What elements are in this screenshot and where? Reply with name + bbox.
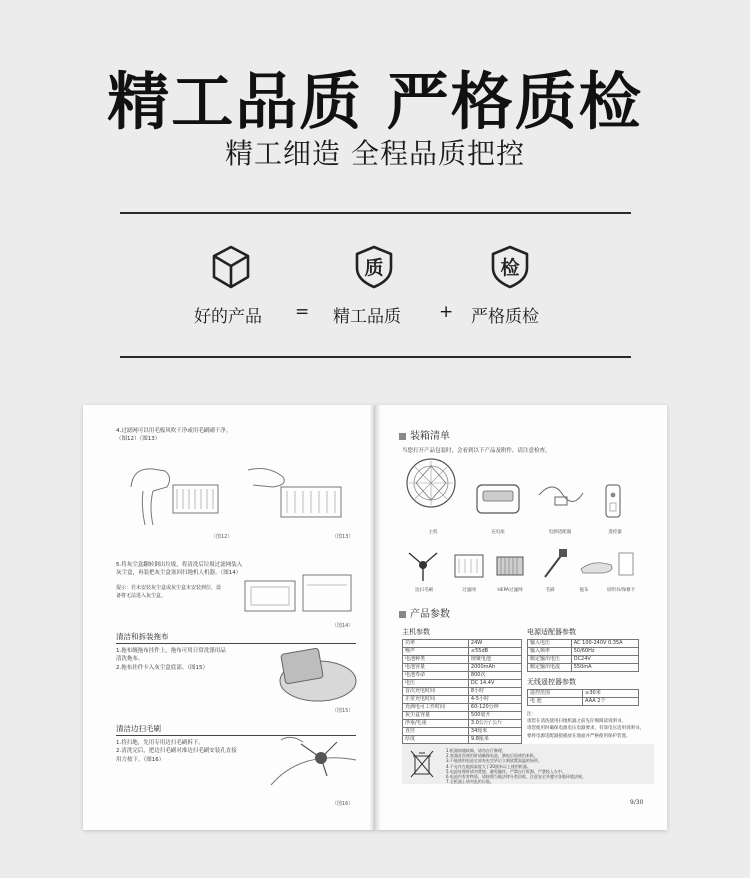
- param-label: 灰尘盒容量: [403, 712, 469, 720]
- product-params-title: 产品参数: [399, 605, 450, 620]
- dustbin-illustration: [243, 573, 355, 619]
- param-label: 电压: [403, 680, 469, 688]
- shield-quality-icon: [352, 244, 396, 290]
- figure-12-caption: （图12）: [211, 534, 233, 540]
- param-row: [403, 672, 522, 680]
- booklet-spine: [369, 405, 381, 830]
- param-value: 4-5小时: [468, 696, 521, 704]
- accessory-filter: 过滤网: [462, 588, 476, 593]
- param-row: [528, 640, 639, 648]
- param-label: 噪声: [403, 648, 469, 656]
- param-row: [528, 648, 639, 656]
- figure-15-caption: （图15）: [332, 708, 354, 714]
- param-label: 额定输出电压: [528, 656, 572, 664]
- brush-filter-illustration: [243, 465, 353, 525]
- main-params-table: [402, 639, 522, 744]
- param-value: 24W: [468, 640, 521, 648]
- recycle-bin-crossed-icon: [410, 750, 434, 778]
- param-row: [528, 698, 639, 706]
- divider-top: [120, 212, 631, 214]
- quality-glyph: 质: [364, 257, 384, 279]
- param-label: 电池容量: [403, 664, 469, 672]
- filter-cleaning-text: 4.过滤网可以用毛板风吹干净或用毛刷刷干净。 （图12）（图13）: [116, 428, 232, 443]
- dustbin-tip-text: 提示：若未安装灰尘盒或灰尘盒未安装到位，设 备将无法进入灰尘盒。: [116, 585, 222, 599]
- param-row: [403, 664, 522, 672]
- param-label: 输入电压: [528, 640, 572, 648]
- mop-steps-text: 1.拖布缠拖布挂件上，拖布可用日常洗涤用品 清洗拖布。 2.拖布挂件卡入灰尘盒底部。（图15）: [116, 648, 226, 671]
- param-value: ≤55dB: [468, 648, 521, 656]
- packing-list-title: 装箱清单: [399, 427, 450, 442]
- page-number: 9/30: [630, 799, 644, 806]
- figure-16-caption: （图16）: [332, 801, 354, 807]
- param-row: [403, 648, 522, 656]
- manual-left-page: [83, 405, 375, 830]
- accessory-main-unit: 主机: [428, 530, 438, 535]
- param-value: DC 14.4V: [468, 680, 521, 688]
- param-value: 锂聚电池: [468, 656, 521, 664]
- remote-params-title: 无线遥控器参数: [527, 678, 576, 686]
- power-adapter-icon: [533, 479, 589, 511]
- accessory-brush: 毛刷: [545, 588, 555, 593]
- param-label: 厚度: [403, 736, 469, 744]
- side-brush-illustration: [261, 730, 361, 795]
- param-value: 8小时: [468, 688, 521, 696]
- param-value: 500毫升: [468, 712, 521, 720]
- param-value: 3.0公斤/ 公斤: [468, 720, 521, 728]
- param-value: 34厘米: [468, 728, 521, 736]
- accessory-manual-warranty: 说明书/保修卡: [606, 588, 636, 593]
- param-value: 800次: [468, 672, 521, 680]
- param-row: [403, 720, 522, 728]
- param-label: 首次充电时间: [403, 688, 469, 696]
- param-row: [403, 680, 522, 688]
- accessory-hepa-filter: HEPA过滤网: [497, 588, 523, 593]
- accessory-mop: 拖布: [579, 588, 589, 593]
- main-params-title: 主机参数: [402, 628, 430, 636]
- accessory-remote-control: 遥控器: [608, 530, 622, 535]
- param-label: 净重/毛重: [403, 720, 469, 728]
- param-value: AAA 2个: [583, 698, 639, 706]
- param-value: ≥30米: [583, 690, 639, 698]
- dustbin-step-text: 5.将灰尘盒翻转倒出垃圾，将清洗后垃圾过滤网装入 灰尘盒，再装把灰尘盒塞回扫地机人机器。（图14）: [116, 562, 243, 577]
- formula-fine-quality: 精工品质: [333, 307, 401, 327]
- param-value: 550mA: [571, 664, 638, 672]
- param-value: 60-120分钟: [468, 704, 521, 712]
- param-row: [528, 664, 639, 672]
- remote-params-table: [527, 689, 639, 706]
- formula-equals: =: [295, 302, 310, 322]
- param-value: 50/60Hz: [571, 648, 638, 656]
- packing-list-intro: 当您打开产品包装时，会看到以下产品及附件，请注意检查。: [402, 448, 551, 454]
- param-row: [403, 688, 522, 696]
- param-row: [528, 690, 639, 698]
- manual-right-page: [375, 405, 667, 830]
- divider-bottom: [120, 356, 631, 358]
- mop-illustration: [263, 643, 358, 705]
- param-row: [403, 656, 522, 664]
- param-label: 遥控范围: [528, 690, 583, 698]
- accessory-charging-dock: 充电座: [491, 530, 505, 535]
- disposal-warnings-text: 1.机器如遇故障，请勿自行修理， 2.容器首次使用时请确保电池，满电后再使用本机。 3.不能使用电池全部充电完毕后立刻放置高温的场所。 4.不允许在地面高度大于20厘米以上使用机器。 5.电池处理时请勿焚烧，避免爆炸，严禁自行拆卸，严禁投入火中。 6.电池内有害物质，请按照当地法律分类回收，注意安全并遵守各地环境法规。 7.全机器上请勿乱扔垃圾。: [446, 748, 586, 785]
- param-value: DC24V: [571, 656, 638, 664]
- param-label: 功率: [403, 640, 469, 648]
- param-label: 电 池: [528, 698, 583, 706]
- accessories-row-icons: [405, 547, 635, 585]
- param-row: [528, 656, 639, 664]
- brush-section-title: 清洁边扫毛刷: [116, 724, 161, 733]
- adapter-params-title: 电源适配器参数: [527, 628, 576, 636]
- cube-icon: [209, 244, 253, 290]
- params-note-text: 注： 请您在清洗使用扫地机器之前先仔细阅读说明书， 请您使用时确保电源电压电器要求，有效电压适用说明书。 要将电源适配器接插放在地面并严格使用保护装置。: [527, 712, 644, 739]
- param-label: 直径: [403, 728, 469, 736]
- manual-booklet: [83, 405, 667, 830]
- param-row: [403, 712, 522, 720]
- param-row: [403, 704, 522, 712]
- param-row: [403, 640, 522, 648]
- param-label: 电池寿命: [403, 672, 469, 680]
- disposal-notice-box: [402, 744, 654, 784]
- param-value: 2000mAh: [468, 664, 521, 672]
- inspect-glyph: 检: [500, 257, 520, 279]
- formula-good-product: 好的产品: [194, 307, 262, 327]
- formula-plus: +: [439, 302, 454, 322]
- param-label: 电池种类: [403, 656, 469, 664]
- accessory-side-brush: 边扫毛刷: [415, 588, 433, 593]
- figure-14-caption: （图14）: [332, 623, 354, 629]
- accessory-power-adapter: 电源适配器: [548, 530, 572, 535]
- param-label: 输入频率: [528, 648, 572, 656]
- subheadline: 精工细造 全程品质把控: [225, 137, 525, 170]
- robot-top-icon: [405, 457, 457, 509]
- hairdryer-illustration: [123, 457, 223, 527]
- headline: 精工品质 严格质检: [107, 65, 643, 138]
- param-row: [403, 696, 522, 704]
- adapter-params-table: [527, 639, 639, 672]
- param-row: [403, 728, 522, 736]
- param-label: 额定输出电流: [528, 664, 572, 672]
- mop-section-title: 清洁和拆装拖布: [116, 632, 169, 641]
- figure-13-caption: （图13）: [332, 534, 354, 540]
- param-row: [403, 736, 522, 744]
- param-label: 正常充电时间: [403, 696, 469, 704]
- param-value: 9.8厘米: [468, 736, 521, 744]
- brush-steps-text: 1.将扫地，先用专用边扫毛刷拆下。 2.清洗完后，把边扫毛刷对准边扫毛刷安装孔直接 用力按下。（图16）: [116, 740, 237, 763]
- remote-control-icon: [603, 483, 623, 521]
- formula-strict-inspection: 严格质检: [471, 307, 539, 327]
- param-label: 充满电可工作时间: [403, 704, 469, 712]
- charging-dock-icon: [473, 475, 523, 517]
- param-value: AC 100-240V 0.35A: [571, 640, 638, 648]
- shield-inspect-icon: [488, 244, 532, 290]
